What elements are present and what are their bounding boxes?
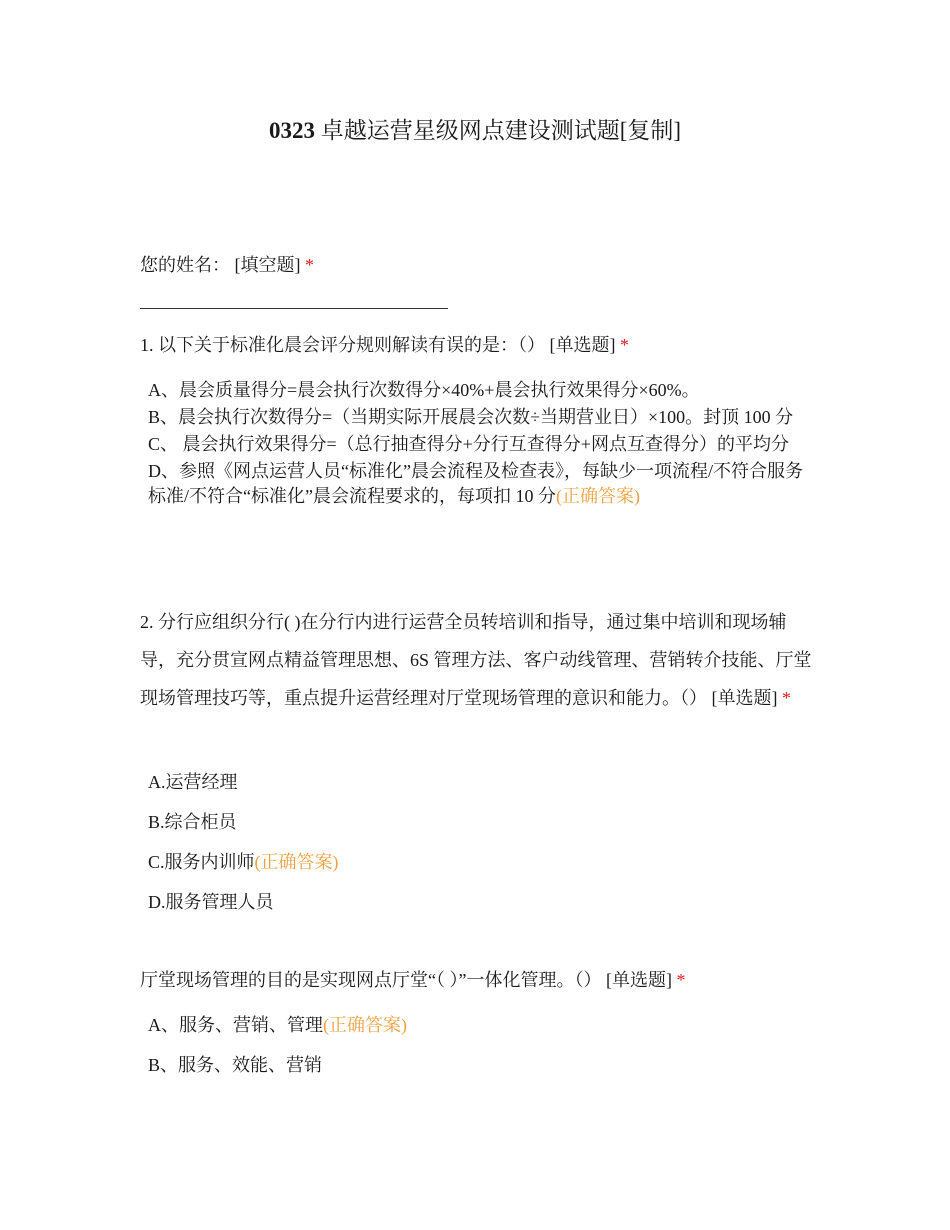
- required-star: *: [305, 255, 314, 275]
- correct-answer-tag: (正确答案): [254, 852, 339, 872]
- option-b[interactable]: [148, 405, 808, 430]
- question-text: 2. 分行应组织分行( )在分行内进行运营全员转培训和指导，通过集中培训和现场辅导，充分贯宣网点精益管理思想、6S 管理方法、客户动线管理、营销转介技能、厅堂现场管理技巧等，重点提升运营经理对厅堂现场管理的意识和能力。（） [单选题]: [140, 612, 812, 708]
- option-d[interactable]: [148, 890, 274, 915]
- option-text: D.服务管理人员: [148, 892, 274, 912]
- option-c[interactable]: [148, 850, 339, 875]
- option-a[interactable]: [148, 1013, 407, 1038]
- option-text: B.综合柜员: [148, 812, 237, 832]
- question-label: 您的姓名： [填空题]: [140, 255, 305, 275]
- option-a[interactable]: [148, 770, 238, 795]
- title-text: 卓越运营星级网点建设测试题[复制]: [314, 118, 682, 143]
- correct-answer-tag: (正确答案): [555, 486, 640, 506]
- required-star: *: [676, 970, 686, 990]
- question-3: [140, 966, 685, 994]
- question-1-options: [148, 378, 808, 511]
- option-text: A、晨会质量得分=晨会执行次数得分×40%+晨会执行效果得分×60%。: [148, 380, 700, 400]
- question-2: [140, 603, 816, 717]
- option-d[interactable]: [148, 459, 808, 509]
- correct-answer-tag: (正确答案): [323, 1015, 407, 1035]
- option-text: B、服务、效能、营销: [148, 1055, 323, 1075]
- option-b[interactable]: [148, 810, 237, 835]
- name-question: [140, 251, 314, 279]
- question-text: 厅堂现场管理的目的是实现网点厅堂“（ ）”一体化管理。（） [单选题]: [140, 970, 677, 990]
- question-text: 1. 以下关于标准化晨会评分规则解读有误的是：（） [单选题]: [140, 335, 620, 355]
- option-a[interactable]: [148, 378, 808, 403]
- option-text: A、服务、营销、管理: [148, 1015, 323, 1035]
- option-text: A.运营经理: [148, 772, 238, 792]
- required-star: *: [620, 335, 629, 355]
- name-input[interactable]: [140, 308, 448, 309]
- question-1: [140, 331, 629, 359]
- title-number: 0323: [268, 118, 315, 143]
- option-text: D、参照《网点运营人员“标准化”晨会流程及检查表》，每缺少一项流程/不符合服务标准/不符合“标准化”晨会流程要求的，每项扣 10 分: [148, 461, 803, 506]
- page-title: [0, 112, 950, 145]
- required-star: *: [782, 688, 791, 708]
- option-text: B、晨会执行次数得分=（当期实际开展晨会次数÷当期营业日）×100。封顶 100 分: [148, 407, 794, 427]
- option-c[interactable]: [148, 432, 808, 457]
- option-text: C、 晨会执行效果得分=（总行抽查得分+分行互查得分+网点互查得分）的平均分: [148, 434, 789, 454]
- option-text: C.服务内训师: [148, 852, 255, 872]
- option-b[interactable]: [148, 1053, 322, 1078]
